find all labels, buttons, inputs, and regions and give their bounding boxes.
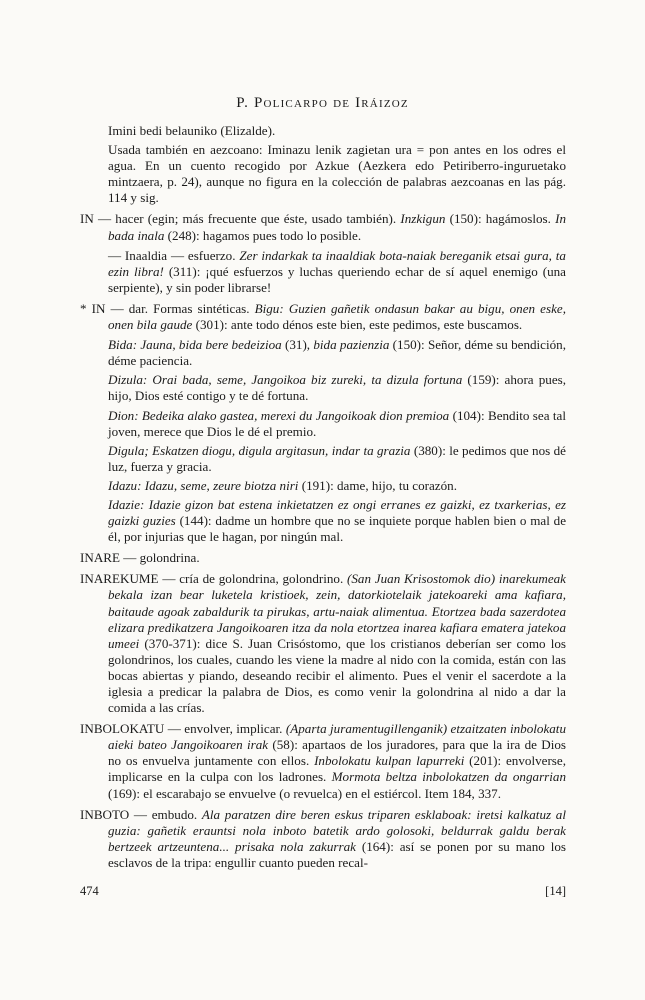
italic-text: In bada inala <box>108 211 566 243</box>
dictionary-entry <box>80 301 566 333</box>
text-run: (169): el escarabajo se envuelve (o revuelca) en el estiércol. Item 184, 337. <box>108 785 502 801</box>
italic-text: Zer indarkak ta inaaldiak bota-naiak bereganik etsai gura, ta ezin libra! <box>108 247 566 279</box>
text-run: INBOTO — embudo. <box>80 806 202 822</box>
italic-text: (San Juan Krisostomok dio) inarekumeak bekala izan bear luketela kristioek, zein, datorkiotelaik jatekoareki ama kafiara, baitaude agoak zabaldurik ta pirukas, artu-naiak alimentua. Etortzea bada sazerdotea elizara predikatzera Jangoikoaren itza da nola etortzea inarea kafiara ematera jatekoa umeei <box>108 571 566 651</box>
text-run: Imini bedi belauniko (Elizalde). <box>108 123 276 138</box>
text-run: INBOLOKATU — envolver, implicar. <box>80 721 286 737</box>
sub-entry <box>108 478 566 494</box>
italic-text: Idazu: Idazu, seme, zeure biotza niri <box>108 477 299 493</box>
text-run: — Inaaldia — esfuerzo. <box>108 247 240 263</box>
italic-text: (Aparta juramentugillenganik) etzaitzaten inbolokatu aieki bateo Jangoikoaren irak <box>108 721 566 753</box>
text-run: (150): hagámoslos. <box>445 211 556 227</box>
text-run: Usada también en aezcoano: Iminazu lenik zagietan ura = pon antes en los odres el agua. En un cuento recogido por Azkue (Aezkera edo Petiriberro-inguruetako mintzaera, p. 24), aunque no figura en la colección de palabras aezcoanas en las pág. 114 y sig. <box>108 142 566 206</box>
sub-entry <box>108 372 566 404</box>
dictionary-body <box>80 123 566 875</box>
italic-text: Inbolokatu kulpan lapurreki <box>314 753 465 769</box>
italic-text: Digula; Eskatzen diogu, digula argitasun, indar ta grazia <box>108 442 411 458</box>
italic-text: Idazie: Idazie gizon bat estena inkietatzen ez ongi erranes ez gaizki, ez txarkerias, ez gaizki guzies <box>108 496 566 529</box>
italic-text: bida pazienzia <box>313 337 390 353</box>
dictionary-entry <box>80 571 566 716</box>
entry-paragraph <box>80 142 566 206</box>
dictionary-entry <box>80 211 566 243</box>
running-header: P. Policarpo de Iráizoz <box>236 95 409 111</box>
italic-text: Bida: Jauna, bida bere bedeizioa <box>108 337 282 353</box>
text-run: INAREKUME — cría de golondrina, golondrino. <box>80 571 348 587</box>
text-run: * IN — dar. Formas sintéticas. <box>80 300 255 316</box>
text-run: (31), <box>281 337 314 353</box>
italic-text: Dion: Bedeika alako gastea, merexi du Jangoikoak dion premioa <box>108 407 450 423</box>
sub-entry-group <box>80 337 566 545</box>
text-run: (201): envolverse, implicarse en la culpa con los ladrones. <box>108 753 566 785</box>
italic-text: Ala paratzen dire beren eskus triparen esklaboak: iretsi kalkatuz al guzia: gañetik erauntsi nola inboto batetik ardo golosoki, beldurrak galdu berak bertzeek artzeuntena... prisaka nola zakurrak <box>108 806 566 854</box>
text-run: (301): ante todo dénos este bien, este pedimos, este buscamos. <box>192 317 523 333</box>
text-run: (248): hagamos pues todo lo posible. <box>164 227 362 243</box>
page-signature: [14] <box>545 884 566 898</box>
text-run: (164): así se ponen por su mano los esclavos de la tripa: engullir cuanto pueden recal- <box>108 838 566 870</box>
page-number: 474 <box>80 884 99 898</box>
sub-entry <box>108 443 566 475</box>
italic-text: Mormota beltza inbolokatzen da ongarrian <box>331 769 566 785</box>
dictionary-entry <box>80 807 566 871</box>
text-run: (144): dadme un hombre que no se inquiete porque hablen bien o mal de él, por injurias que le hagan, por ningún mal. <box>108 513 567 545</box>
sub-entry <box>108 497 566 545</box>
text-run: (380): le pedimos que nos dé luz, fuerza y gracia. <box>108 442 566 474</box>
entry-paragraph <box>80 123 566 139</box>
text-run: (150): Señor, déme su bendición, déme paciencia. <box>108 337 566 369</box>
sub-entry <box>108 408 566 440</box>
italic-text: Dizula: Orai bada, seme, Jangoikoa biz zureki, ta dizula fortuna <box>108 372 463 388</box>
text-run: (370-371): dice S. Juan Crisóstomo, que los cristianos deberían ser como los golondrinos, los cuales, cuando les viene la madre al nido con la comida, están con las bocas abiertas y piando, deseando recibir el alimento. Pues el venir el sacerdote a la iglesia a predicar la palabra de Dios, es como venir la golondrina al nido a dar la comida a las crías. <box>108 635 566 716</box>
text-run: (58): apartaos de los juradores, para que la ira de Dios no os envuelva juntamente con ellos. <box>108 737 566 769</box>
text-run: (159): ahora pues, hijo, Dios esté contigo y te dé fortuna. <box>108 372 566 404</box>
sub-entry <box>108 337 566 369</box>
text-run: (311): ¡qué esfuerzos y luchas queriendo echar de sí aquel enemigo (una serpiente), y sin poder librarse! <box>108 263 566 295</box>
entry-paragraph <box>80 248 566 296</box>
text-run: (191): dame, hijo, tu corazón. <box>298 477 457 493</box>
italic-text: Bigu: Guzien gañetik ondasun bakar au bigu, onen eske, onen bila gaude <box>108 300 566 333</box>
italic-text: Inzkigun <box>400 211 446 227</box>
text-run: IN — hacer (egin; más frecuente que éste, usado también). <box>80 211 401 227</box>
text-run: INARE — golondrina. <box>80 550 200 566</box>
dictionary-entry <box>80 550 566 566</box>
dictionary-entry <box>80 721 566 801</box>
text-run: (104): Bendito sea tal joven, merece que Dios le dé el premio. <box>108 407 566 439</box>
